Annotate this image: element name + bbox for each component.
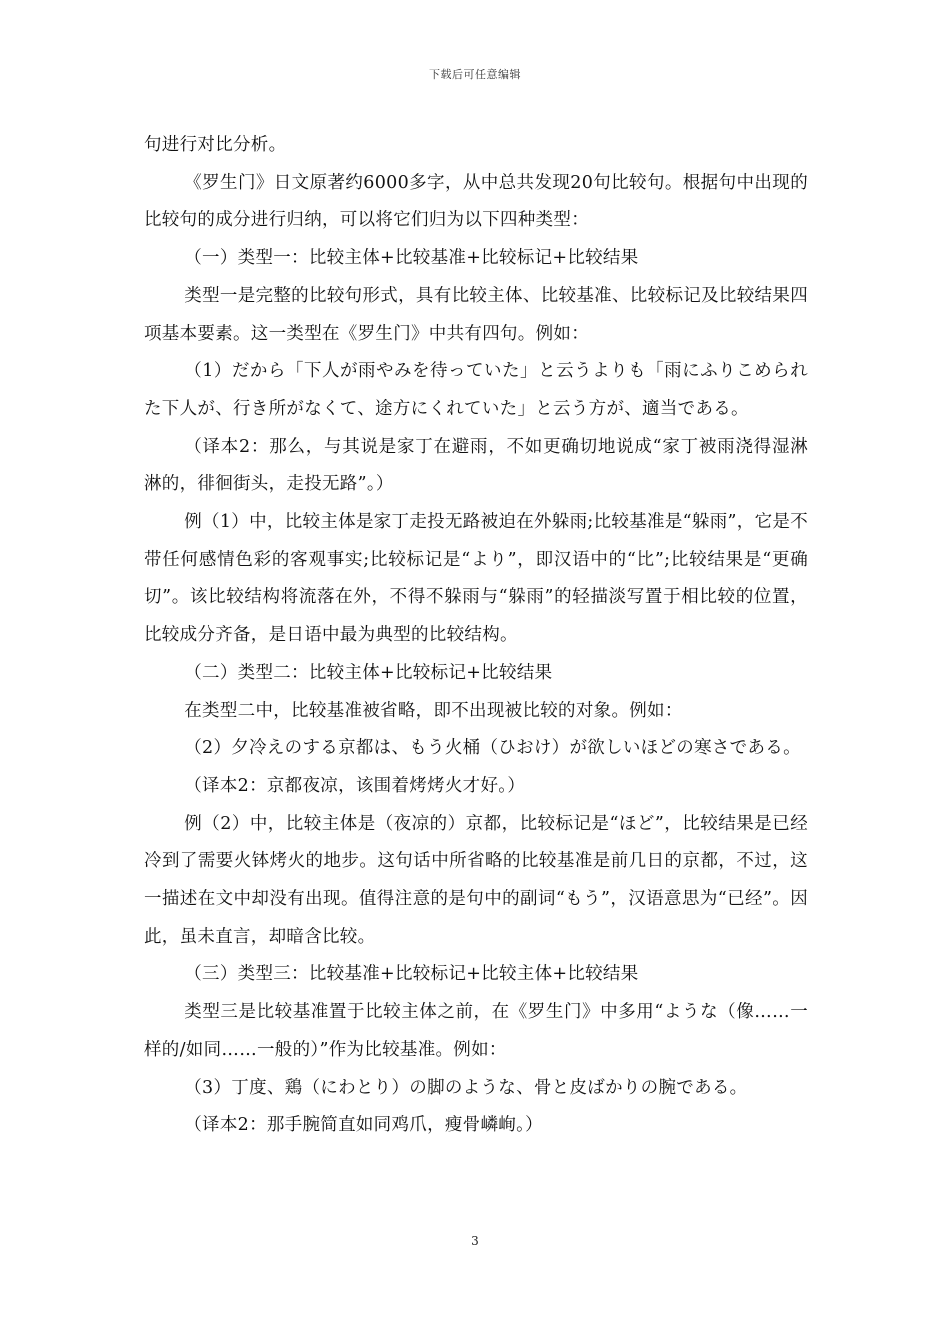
example-2-translation: （译本2：京都夜凉，该围着烤烤火才好。） (184, 775, 526, 796)
section-heading-type-2: （二）类型二：比较主体+比较标记+比较结果 (184, 662, 553, 683)
page-number: 3 (471, 1234, 479, 1248)
section-heading-type-3: （三）类型三：比较基准+比较标记+比较主体+比较结果 (184, 964, 639, 985)
paragraph-5: 在类型二中，比较基准被省略，即不出现被比较的对象。例如： (184, 700, 683, 721)
example-3-translation: （译本2：那手腕简直如同鸡爪，瘦骨嶙峋。） (184, 1115, 543, 1136)
paragraph-1: 句进行对比分析。 (144, 135, 287, 155)
section-heading-type-1: （一）类型一：比较主体+比较基准+比较标记+比较结果 (184, 248, 639, 269)
paragraph-3: 类型一是完整的比较句形式，具有比较主体、比较基准、比较标记及比较结果四项基本要素。这一类型在《罗生门》中共有四句。例如： (144, 285, 808, 344)
example-2-japanese: （2）夕冷えのする京都は、もう火桶（ひおけ）が欲しいほどの寒さである。 (184, 738, 801, 759)
document-body (144, 127, 808, 1145)
paragraph-7: 类型三是比较基准置于比较主体之前，在《罗生门》中多用“ような（像……一样的/如同……一般的）”作为比较基准。例如： (144, 1002, 808, 1060)
page-header-note: 下载后可任意编辑 (429, 68, 521, 81)
paragraph-6: 例（2）中，比较主体是（夜凉的）京都，比较标记是“ほど”，比较结果是已经冷到了需要火钵烤火的地步。这句话中所省略的比较基准是前几日的京都，不过，这一描述在文中却没有出现。值得注意的是句中的副词“もう”，汉语意思为“已经”。因此，虽未直言，却暗含比较。 (144, 813, 808, 947)
example-3-japanese: （3）丁度、鶏（にわとり）の脚のような、骨と皮ばかりの腕である。 (184, 1077, 748, 1098)
example-1-japanese: （1）だから「下人が雨やみを待っていた」と云うよりも「雨にふりこめられた下人が、行き所がなくて、途方にくれていた」と云う方が、適当である。 (144, 361, 808, 419)
example-1-translation: （译本2：那么，与其说是家丁在避雨，不如更确切地说成“家丁被雨浇得湿淋淋的，徘徊街头，走投无路”。） (144, 436, 808, 495)
paragraph-2: 《罗生门》日文原著约6000多字，从中总共发现20句比较句。根据句中出现的比较句的成分进行归纳，可以将它们归为以下四种类型： (144, 172, 808, 231)
paragraph-4: 例（1）中，比较主体是家丁走投无路被迫在外躲雨;比较基准是“躲雨”，它是不带任何感情色彩的客观事实;比较标记是“より”，即汉语中的“比”;比较结果是“更确切”。该比较结构将流落在外，不得不躲雨与“躲雨”的轻描淡写置于相比较的位置，比较成分齐备，是日语中最为典型的比较结构。 (144, 512, 808, 646)
